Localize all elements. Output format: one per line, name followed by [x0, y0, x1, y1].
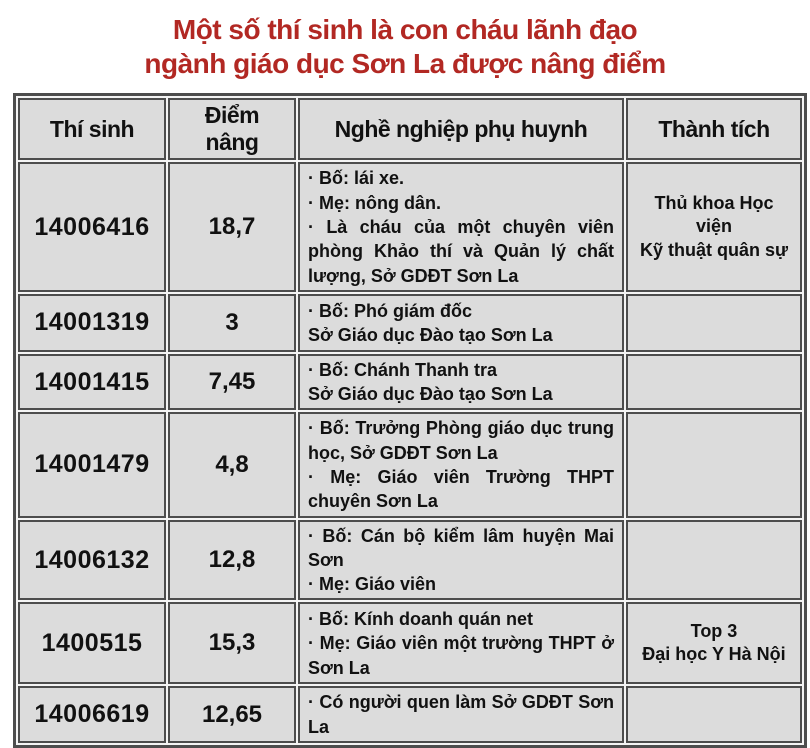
parent-occupation-cell — [298, 354, 624, 411]
parent-occupation-cell — [298, 412, 624, 517]
title-line-2: ngành giáo dục Sơn La được nâng điểm — [144, 48, 666, 80]
occupation-line: · Mẹ: nông dân. — [308, 192, 441, 213]
occupation-line: · Bố: lái xe. — [308, 168, 405, 189]
column-header-achievement: Thành tích — [626, 98, 802, 160]
student-id-cell: 14001479 — [18, 412, 166, 517]
table-row — [18, 602, 802, 684]
points-raised-cell: 7,45 — [168, 354, 296, 411]
achievement-cell — [626, 602, 802, 684]
parent-occupation-cell — [298, 520, 624, 601]
student-id-cell: 14001319 — [18, 294, 166, 352]
occupation-line: · Bố: Phó giám đốc — [308, 300, 472, 321]
occupation-line: · Bố: Trưởng Phòng giáo dục trung học, Sở GDĐT Sơn La — [308, 418, 614, 463]
achievement-line: Kỹ thuật quân sự — [639, 239, 789, 260]
achievement-cell — [626, 162, 802, 291]
occupation-line: · Có người quen làm Sở GDĐT Sơn La — [308, 692, 614, 737]
infographic-page — [0, 13, 810, 737]
table-row — [18, 294, 802, 352]
parent-occupation-cell — [298, 686, 624, 743]
occupation-line: · Mẹ: Giáo viên — [308, 574, 437, 595]
points-raised-cell: 12,8 — [168, 520, 296, 601]
occupation-line: · Bố: Chánh Thanh tra — [308, 359, 497, 380]
header-row — [18, 98, 802, 160]
occupation-line: · Là cháu của một chuyên viên phòng Khảo thí và Quản lý chất lượng, Sở GDĐT Sơn La — [308, 216, 614, 286]
achievement-cell — [626, 354, 802, 411]
occupation-line: · Bố: Kính doanh quán net — [308, 609, 533, 630]
occupation-line: · Mẹ: Giáo viên một trường THPT ở Sơn La — [308, 633, 614, 678]
score-table — [13, 93, 807, 748]
achievement-line: Top 3 — [690, 621, 738, 642]
column-header-student: Thí sinh — [18, 98, 166, 160]
points-raised-cell: 15,3 — [168, 602, 296, 684]
table-body — [18, 162, 802, 743]
achievement-cell — [626, 520, 802, 601]
table-row — [18, 354, 802, 411]
student-id-cell: 1400515 — [18, 602, 166, 684]
student-id-cell: 14006619 — [18, 686, 166, 743]
title-line-1: Một số thí sinh là con cháu lãnh đạo — [172, 14, 638, 45]
points-raised-cell: 3 — [168, 294, 296, 352]
student-id-cell: 14001415 — [18, 354, 166, 411]
occupation-line: · Mẹ: Giáo viên Trường THPT chuyên Sơn La — [308, 466, 614, 512]
achievement-cell — [626, 294, 802, 352]
table-row — [18, 520, 802, 601]
points-raised-cell: 18,7 — [168, 162, 296, 291]
table-row — [18, 162, 802, 291]
table-row — [18, 686, 802, 743]
points-raised-cell: 12,65 — [168, 686, 296, 743]
student-id-cell: 14006416 — [18, 162, 166, 291]
student-id-cell: 14006132 — [18, 520, 166, 601]
column-header-points: Điểm nâng — [168, 98, 296, 160]
occupation-line: · Bố: Cán bộ kiểm lâm huyện Mai Sơn — [308, 525, 614, 570]
occupation-line: Sở Giáo dục Đào tạo Sơn La — [308, 384, 553, 405]
parent-occupation-cell — [298, 294, 624, 352]
parent-occupation-cell — [298, 602, 624, 684]
page-title — [0, 13, 810, 81]
achievement-cell — [626, 412, 802, 517]
achievement-cell — [626, 686, 802, 743]
achievement-line: Thủ khoa Học viện — [654, 192, 774, 237]
points-raised-cell: 4,8 — [168, 412, 296, 517]
parent-occupation-cell — [298, 162, 624, 291]
table-row — [18, 412, 802, 517]
achievement-line: Đại học Y Hà Nội — [642, 644, 786, 665]
column-header-occupation: Nghề nghiệp phụ huynh — [298, 98, 624, 160]
occupation-line: Sở Giáo dục Đào tạo Sơn La — [308, 324, 553, 345]
